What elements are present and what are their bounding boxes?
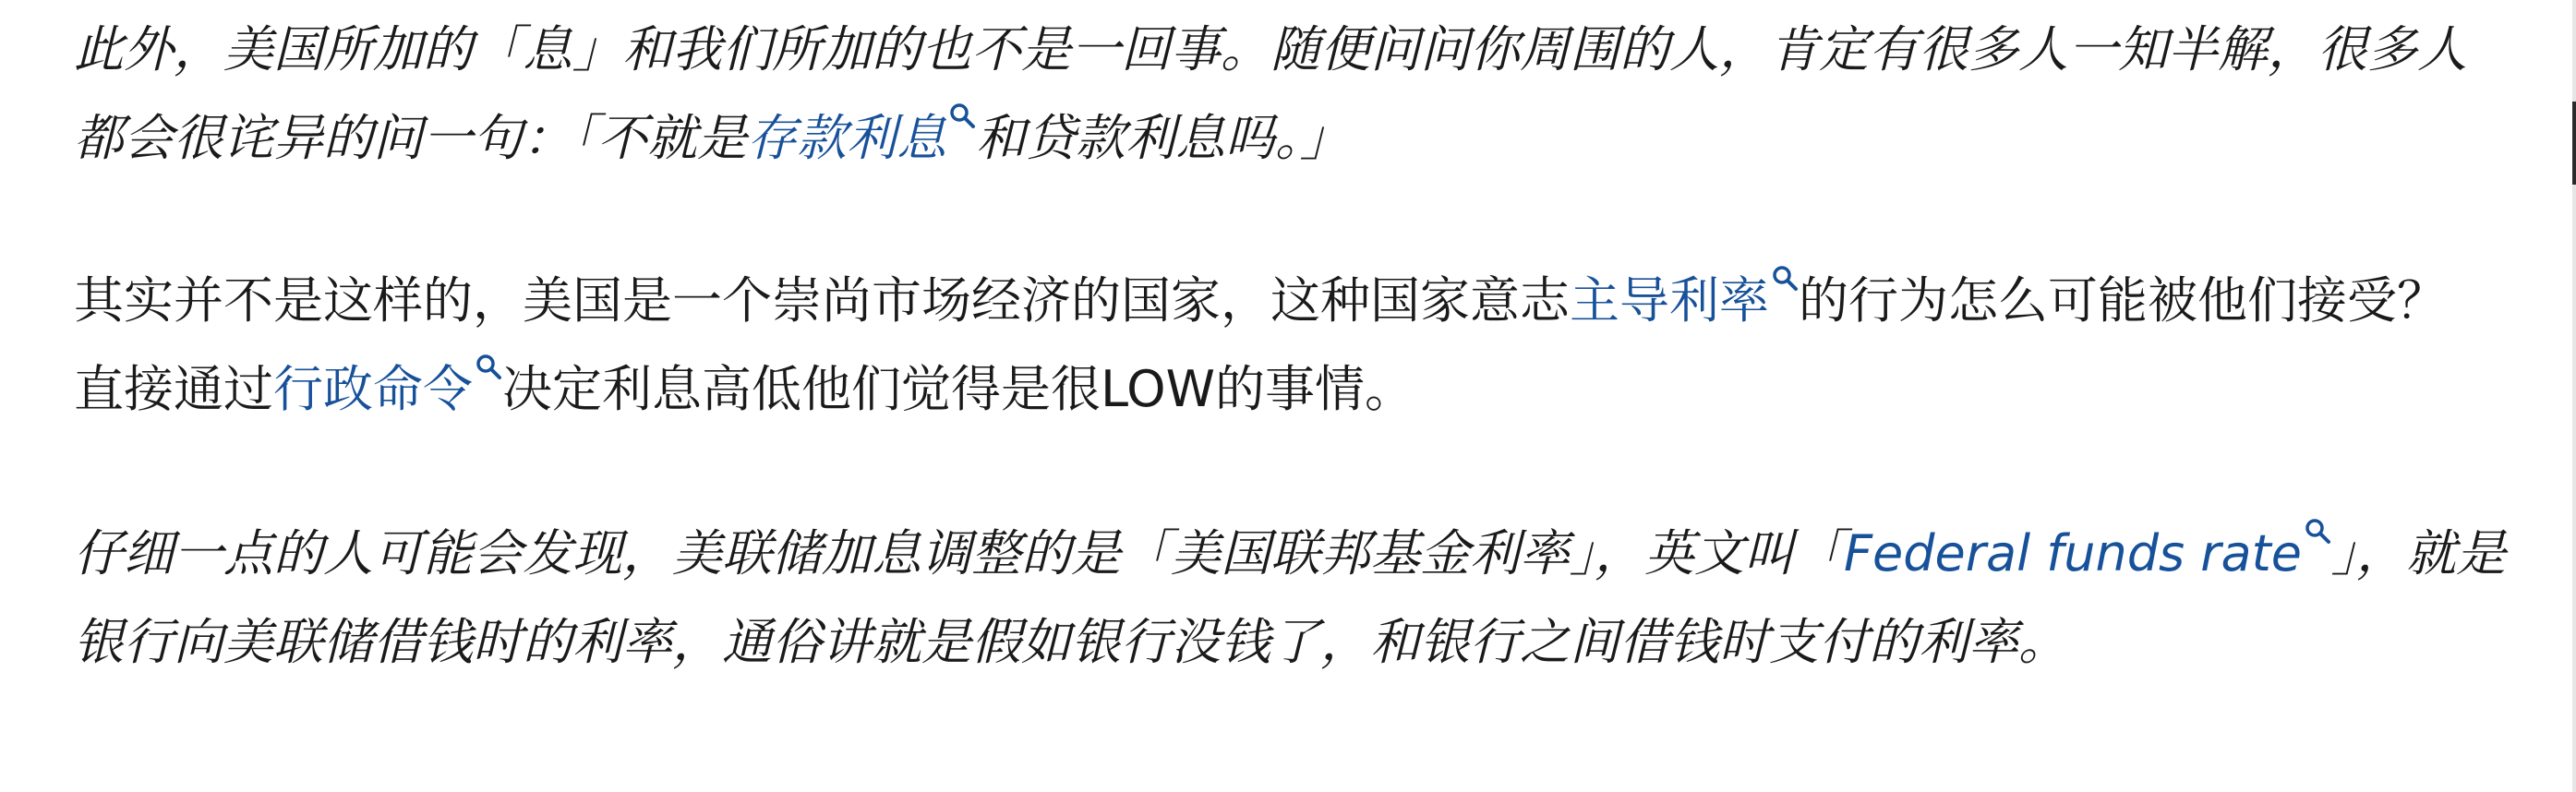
keyword-link-label: 行政命令	[273, 360, 473, 418]
scrollbar-thumb[interactable]	[2572, 102, 2576, 185]
paragraph-federal-funds-rate	[74, 510, 2511, 687]
paragraph-interest-difference	[74, 6, 2511, 183]
paragraph-market-economy	[74, 257, 2493, 434]
paragraph-text: 其实并不是这样的，美国是一个崇尚市场经济的国家，这种国家意志	[74, 271, 1570, 330]
keyword-link-label: 主导利率	[1570, 271, 1769, 330]
keyword-link-leading-rate[interactable]	[1570, 271, 1799, 330]
keyword-link-administrative-order[interactable]	[273, 360, 502, 418]
keyword-link-label: 存款利息	[747, 109, 946, 167]
paragraph-text: 仔细一点的人可能会发现，美联储加息调整的是「美国联邦基金利率」，英文叫「	[74, 524, 1844, 582]
search-icon	[1771, 264, 1799, 292]
paragraph-text: 的行为怎么可能被他们接受？直接通过	[74, 271, 2447, 418]
paragraph-text: 此外，美国所加的「息」和我们所加的也不是一回事。随便问问你周围的人，肯定有很多人一知半解，很多人都会很诧异的问一句：「不就是	[74, 20, 2467, 167]
keyword-link-deposit-interest[interactable]	[747, 109, 976, 167]
search-icon	[2304, 517, 2331, 545]
paragraph-text: 和贷款利息吗。」	[976, 109, 1350, 167]
search-icon	[948, 102, 976, 129]
search-icon	[475, 353, 502, 380]
keyword-link-label: Federal funds rate	[1844, 524, 2302, 582]
paragraph-text: 决定利息高低他们觉得是很LOW的事情。	[502, 360, 1415, 418]
paragraph-text: 」，就是银行向美联储借钱时的利率，通俗讲就是假如银行没钱了，和银行之间借钱时支付的利率。	[74, 524, 2506, 671]
keyword-link-federal-funds-rate[interactable]	[1844, 524, 2331, 582]
